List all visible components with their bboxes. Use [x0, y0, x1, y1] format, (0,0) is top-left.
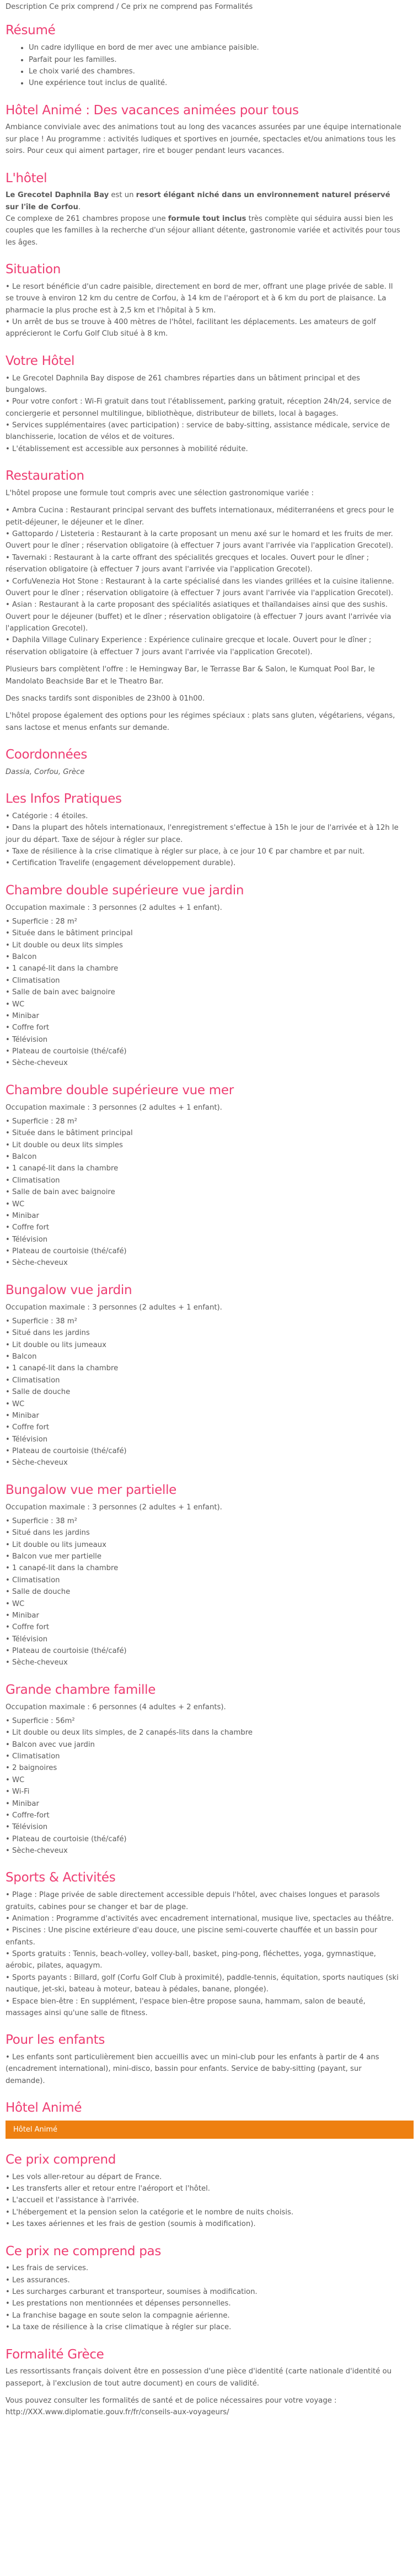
- room-feature: • Télévision: [6, 1435, 48, 1444]
- list-item-text: Les enfants sont particulièrement bien accueillis avec un mini-club pour les enfants à partir de 4 ans (encadrement international), mini-disco, bassin pour enfants. Service de baby-sitting (payant, sur demande).: [6, 2053, 379, 2085]
- feature-text: Télévision: [12, 1235, 48, 1244]
- feature-text: Balcon avec vue jardin: [12, 1740, 95, 1749]
- room-feature: • Climatisation: [6, 1752, 60, 1761]
- room-feature: • Coffre fort: [6, 1623, 50, 1632]
- room-feature: • Situé dans les jardins: [6, 1329, 90, 1338]
- room-feature: • Superficie : 28 m²: [6, 917, 77, 926]
- list-item: • Piscines : Une piscine extérieure d'eau douce, une piscine semi-couverte chauffée et un bassin pour enfants.: [6, 1926, 378, 1947]
- room-feature-list: [6, 1715, 401, 1857]
- feature-text: Coffre-fort: [12, 1811, 50, 1820]
- feature-text: Salle de bain avec baignoire: [12, 1188, 115, 1197]
- feature-text: Télévision: [12, 1635, 48, 1644]
- list-item: • Plage : Plage privée de sable directement accessible depuis l'hôtel, avec chaises longues et parasols gratuits, cabines pour se changer et bar de plage.: [6, 1891, 380, 1911]
- list-item: • La taxe de résilience à la crise climatique à régler sur place.: [6, 2323, 232, 2332]
- list-item: • L'hébergement et la pension selon la catégorie et le nombre de nuits choisis.: [6, 2208, 294, 2217]
- room-feature: • Balcon: [6, 1153, 37, 1161]
- room-feature: • Salle de bain avec baignoire: [6, 1188, 115, 1197]
- list-item: • Les transferts aller et retour entre l'aéroport et l'hôtel.: [6, 2185, 210, 2193]
- feature-text: Salle de douche: [12, 1388, 71, 1397]
- list-item: • Un cadre idyllique en bord de mer avec une ambiance paisible.: [29, 42, 401, 54]
- list-item: • Asian : Restaurant à la carte proposant des spécialités asiatiques et thaïlandaises ainsi que des sushis. Ouvert pour le déjeuner (buffet) et le dîner ; réservation obligatoire (à effectuer 7 jours avant l'arrivée via l'application Grecotel).: [6, 601, 392, 633]
- list-item-text: Daphila Village Culinary Experience : Expérience culinaire grecque et locale. Ouvert pour le dîner ; réservation obligatoire (à effectuer 7 jours avant l'arrivée via l'application Grecotel).: [6, 636, 372, 656]
- list-item: • Services supplémentaires (avec participation) : service de baby-sitting, assistance médicale, service de blanchisserie, location de vélos et de voitures.: [6, 421, 390, 442]
- ne-comprend-title: Ce prix ne comprend pas: [6, 2244, 162, 2259]
- list-item-text: Sports payants : Billard, golf (Corfu Golf Club à proximité), paddle-tennis, équitation, sports nautiques (ski nautique, jet-ski, bateau à moteur, bateau à pédales, banane, plongée).: [6, 1973, 399, 1994]
- list-item-text: La taxe de résilience à la crise climatique à régler sur place.: [12, 2323, 232, 2332]
- room-feature: • 1 canapé-lit dans la chambre: [6, 1364, 119, 1373]
- list-item: • Le Grecotel Daphnila Bay dispose de 261 chambres réparties dans un bâtiment principal et des bungalows.: [6, 374, 360, 394]
- hotel-anime-badge: Hôtel Animé: [6, 2121, 414, 2139]
- sports-title: Sports & Activités: [6, 1870, 116, 1885]
- comprend-list: [6, 2171, 401, 2230]
- feature-text: Plateau de courtoisie (thé/café): [12, 1835, 127, 1843]
- resume-title: Résumé: [6, 23, 56, 38]
- room-feature: • Située dans le bâtiment principal: [6, 1129, 133, 1138]
- room-title: Bungalow vue jardin: [6, 1282, 132, 1297]
- room-feature: • Lit double ou deux lits simples, de 2 canapés-lits dans la chambre: [6, 1729, 253, 1737]
- list-item: • Gattopardo / Listeteria : Restaurant à la carte proposant un menu axé sur le homard et les fruits de mer. Ouvert pour le dîner ; réservation obligatoire (à effectuer 7 jours avant l'arrivée via l'application Grecotel).: [6, 530, 394, 550]
- room-feature: • Salle de douche: [6, 1588, 71, 1597]
- resume-list: [6, 42, 401, 89]
- list-item-text: Gattopardo / Listeteria : Restaurant à la carte proposant un menu axé sur le homard et les fruits de mer. Ouvert pour le dîner ; réservation obligatoire (à effectuer 7 jours avant l'arrivée via l'application Grecotel).: [6, 530, 394, 550]
- room-title: Chambre double supérieure vue mer: [6, 1083, 234, 1098]
- room-feature: • Salle de douche: [6, 1388, 71, 1397]
- feature-text: Salle de douche: [12, 1588, 71, 1597]
- list-item: • Daphila Village Culinary Experience : Expérience culinaire grecque et locale. Ouvert pour le dîner ; réservation obligatoire (à effectuer 7 jours avant l'arrivée via l'application Grecotel).: [6, 636, 372, 656]
- room-feature-list: [6, 916, 401, 1069]
- room-feature-list: [6, 1316, 401, 1469]
- feature-text: Superficie : 28 m²: [12, 917, 77, 926]
- feature-text: 1 canapé-lit dans la chambre: [12, 964, 119, 973]
- room-feature: • Plateau de courtoisie (thé/café): [6, 1047, 127, 1056]
- feature-text: Plateau de courtoisie (thé/café): [12, 1647, 127, 1655]
- room-feature: • Coffre-fort: [6, 1811, 50, 1820]
- feature-text: Minibar: [12, 1211, 39, 1220]
- room-feature: • Climatisation: [6, 976, 60, 985]
- feature-text: Lit double ou deux lits simples: [12, 1141, 123, 1149]
- text-fragment: .: [78, 203, 81, 211]
- room-feature: • Minibar: [6, 1011, 39, 1020]
- feature-text: Climatisation: [12, 1576, 60, 1584]
- list-item-text: Asian : Restaurant à la carte proposant des spécialités asiatiques et thaïlandaises ainsi que des sushis. Ouvert pour le déjeuner (buffet) et le dîner ; réservation obligatoire (à effectuer 7 jours avant l'arrivée via l'application Grecotel).: [6, 601, 392, 633]
- room-feature: • Climatisation: [6, 1376, 60, 1385]
- list-item: • Les vols aller-retour au départ de France.: [6, 2172, 162, 2181]
- list-item: • Dans la plupart des hôtels internationaux, l'enregistrement s'effectue à 15h le jour de l'arrivée et à 12h le jour du départ. Taxe de séjour à régler sur place.: [6, 824, 399, 844]
- list-item: • Espace bien-être : En supplément, l'espace bien-être propose sauna, hammam, salon de beauté, massages ainsi qu'une salle de fitness.: [6, 1997, 366, 2017]
- feature-text: Salle de bain avec baignoire: [12, 988, 115, 997]
- list-item-text: Certification Travelife (engagement développement durable).: [12, 859, 236, 868]
- list-item: • Certification Travelife (engagement développement durable).: [6, 859, 236, 868]
- room-occupancy: Occupation maximale : 3 personnes (2 adultes + 1 enfant).: [6, 1103, 222, 1112]
- list-item-text: Les vols aller-retour au départ de France.: [12, 2172, 162, 2181]
- list-item-text: Dans la plupart des hôtels internationaux, l'enregistrement s'effectue à 15h le jour de l'arrivée et à 12h le jour du départ. Taxe de séjour à régler sur place.: [6, 824, 399, 844]
- feature-text: Plateau de courtoisie (thé/café): [12, 1247, 127, 1255]
- feature-text: Superficie : 38 m²: [12, 1317, 77, 1326]
- room-feature-list: [6, 1515, 401, 1669]
- room-occupancy: Occupation maximale : 6 personnes (4 adultes + 2 enfants).: [6, 1703, 226, 1711]
- room-feature: • Sèche-cheveux: [6, 1847, 68, 1855]
- list-item: • Les prestations non mentionnées et dépenses personnelles.: [6, 2299, 231, 2308]
- feature-text: WC: [12, 1400, 25, 1408]
- room-feature: • Télévision: [6, 1235, 48, 1244]
- room-feature: • Plateau de courtoisie (thé/café): [6, 1835, 127, 1843]
- room-title: Grande chambre famille: [6, 1682, 156, 1697]
- list-item-text: Pour votre confort : Wi-Fi gratuit dans tout l'établissement, parking gratuit, réception 24h/24, service de conciergerie et personnel multilingue, bibliothèque, distributeur de billets, local à bagages.: [6, 397, 392, 418]
- room-feature: • Minibar: [6, 1411, 39, 1420]
- feature-text: Balcon vue mer partielle: [12, 1552, 101, 1561]
- hotel-description: [6, 213, 401, 248]
- feature-text: Télévision: [12, 1823, 48, 1832]
- list-item: • Taxe de résilience à la crise climatique à régler sur place, à ce jour 10 € par chambre et par nuit.: [6, 847, 365, 856]
- restauration-list: [6, 505, 401, 658]
- list-item: • Ambra Cucina : Restaurant principal servant des buffets internationaux, méditerranéens et grecs pour le petit-déjeuner, le déjeuner et le dîner.: [6, 506, 394, 527]
- room-feature: • Balcon: [6, 1353, 37, 1361]
- room-feature: • Lit double ou lits jumeaux: [6, 1340, 106, 1349]
- votre-hotel-list: [6, 373, 401, 455]
- room-feature: • Sèche-cheveux: [6, 1459, 68, 1467]
- room-section: [6, 1682, 401, 1857]
- room-feature: • Balcon: [6, 953, 37, 961]
- room-feature: • Minibar: [6, 1611, 39, 1620]
- list-item: • Les frais de services.: [6, 2264, 89, 2273]
- room-feature: • Plateau de courtoisie (thé/café): [6, 1447, 127, 1455]
- room-feature: • Situé dans les jardins: [6, 1529, 90, 1538]
- list-item: • Sports gratuits : Tennis, beach-volley, volley-ball, basket, ping-pong, fléchettes, yoga, gymnastique, aérobic, pilates, aquagym.: [6, 1950, 376, 1970]
- list-item: • Catégorie : 4 étoiles.: [6, 812, 88, 820]
- list-item: • Les surcharges carburant et transporteur, soumises à modification.: [6, 2288, 258, 2297]
- list-item-text: L'hébergement et la pension selon la catégorie et le nombre de nuits choisis.: [12, 2208, 294, 2217]
- feature-text: Située dans le bâtiment principal: [12, 1129, 133, 1138]
- list-item: • Pour votre confort : Wi-Fi gratuit dans tout l'établissement, parking gratuit, réception 24h/24, service de conciergerie et personnel multilingue, bibliothèque, distributeur de billets, local à bagages.: [6, 397, 392, 418]
- room-feature: • Sèche-cheveux: [6, 1059, 68, 1068]
- feature-text: Balcon: [12, 1153, 37, 1161]
- room-occupancy: Occupation maximale : 3 personnes (2 adultes + 1 enfant).: [6, 903, 222, 912]
- feature-text: WC: [12, 1000, 25, 1009]
- list-item-text: Un arrêt de bus se trouve à 400 mètres de l'hôtel, facilitant les déplacements. Les amateurs de golf apprécieront le Corfu Golf Club situé à 8 km.: [6, 318, 376, 338]
- feature-text: Télévision: [12, 1435, 48, 1444]
- restauration-intro: L'hôtel propose une formule tout compris avec une sélection gastronomique variée :: [6, 489, 314, 497]
- room-feature: • Superficie : 28 m²: [6, 1117, 77, 1126]
- room-feature: • Superficie : 56m²: [6, 1716, 75, 1725]
- list-item-text: Plage : Plage privée de sable directement accessible depuis l'hôtel, avec chaises longues et parasols gratuits, cabines pour se changer et bar de plage.: [6, 1891, 380, 1911]
- room-section: [6, 1083, 401, 1269]
- hotel-title: L'hôtel: [6, 171, 47, 185]
- room-feature: • Balcon vue mer partielle: [6, 1552, 101, 1561]
- feature-text: WC: [12, 1200, 25, 1209]
- feature-text: Lit double ou deux lits simples: [12, 941, 123, 950]
- list-item-text: Les assurances.: [12, 2276, 70, 2285]
- room-feature: • Minibar: [6, 1799, 39, 1808]
- feature-text: Climatisation: [12, 1376, 60, 1385]
- infos-list: [6, 810, 401, 870]
- feature-text: Climatisation: [12, 1752, 60, 1761]
- room-feature: • Lit double ou deux lits simples: [6, 1141, 123, 1149]
- list-item: • Une expérience tout inclus de qualité.: [29, 77, 401, 89]
- formula-highlight: formule tout inclus: [168, 215, 246, 223]
- hotel-name: Le Grecotel Daphnila Bay: [6, 191, 109, 200]
- feature-text: WC: [12, 1599, 25, 1608]
- room-feature: • Coffre fort: [6, 1423, 50, 1432]
- formalite-link-text: Vous pouvez consulter les formalités de santé et de police nécessaires pour votre voyage : http://XXX.www.diplomatie.gouv.fr/fr/conseils-aux-voyageurs/: [6, 2397, 337, 2417]
- feature-text: Situé dans les jardins: [12, 1529, 90, 1538]
- coordonnees-text: Dassia, Corfou, Grèce: [6, 767, 85, 776]
- room-feature: • Wi-Fi: [6, 1788, 30, 1796]
- room-feature: • Située dans le bâtiment principal: [6, 929, 133, 938]
- list-item-text: Les frais de services.: [12, 2264, 89, 2273]
- feature-text: Climatisation: [12, 1176, 60, 1185]
- list-item-text: Ambra Cucina : Restaurant principal servant des buffets internationaux, méditerranéens et grecs pour le petit-déjeuner, le déjeuner et le dîner.: [6, 506, 394, 527]
- hotel-anime-section-title: Hôtel Animé: [6, 2101, 82, 2116]
- feature-text: Minibar: [12, 1411, 39, 1420]
- feature-text: Wi-Fi: [12, 1788, 30, 1796]
- feature-text: Minibar: [12, 1799, 39, 1808]
- feature-text: 2 baignoires: [12, 1764, 57, 1773]
- comprend-title: Ce prix comprend: [6, 2152, 116, 2167]
- feature-text: Minibar: [12, 1011, 39, 1020]
- room-title: Bungalow vue mer partielle: [6, 1482, 177, 1497]
- list-item: • Parfait pour les familles.: [29, 54, 401, 66]
- room-feature: • Télévision: [6, 1035, 48, 1044]
- room-feature: • Climatisation: [6, 1576, 60, 1584]
- text-fragment: Ce complexe de 261 chambres propose une: [6, 215, 168, 223]
- sports-list: [6, 1889, 401, 2019]
- room-section: [6, 1482, 401, 1669]
- feature-text: Coffre fort: [12, 1024, 50, 1032]
- feature-text: Coffre fort: [12, 1623, 50, 1632]
- room-feature: • WC: [6, 1775, 25, 1784]
- room-feature: • Climatisation: [6, 1176, 60, 1185]
- feature-text: Lit double ou lits jumeaux: [12, 1340, 106, 1349]
- list-item-text: Les transferts aller et retour entre l'aéroport et l'hôtel.: [12, 2185, 210, 2193]
- room-section: [6, 1282, 401, 1469]
- votre-hotel-title: Votre Hôtel: [6, 353, 75, 368]
- feature-text: Sèche-cheveux: [12, 1658, 68, 1667]
- feature-text: 1 canapé-lit dans la chambre: [12, 1164, 119, 1173]
- list-item-text: L'établissement est accessible aux personnes à mobilité réduite.: [12, 444, 248, 453]
- restauration-title: Restauration: [6, 469, 84, 484]
- infos-title: Les Infos Pratiques: [6, 792, 122, 807]
- feature-text: Plateau de courtoisie (thé/café): [12, 1047, 127, 1056]
- list-item-text: Les surcharges carburant et transporteur, soumises à modification.: [12, 2288, 258, 2297]
- hotel-highlight: resort élégant niché dans un environnement naturel préservé sur l'île de Corfou: [6, 191, 390, 211]
- room-feature: • Sèche-cheveux: [6, 1658, 68, 1667]
- room-feature: • 1 canapé-lit dans la chambre: [6, 964, 119, 973]
- list-item: • Le choix varié des chambres.: [29, 66, 401, 77]
- feature-text: 1 canapé-lit dans la chambre: [12, 1564, 119, 1573]
- feature-text: Minibar: [12, 1611, 39, 1620]
- enfants-title: Pour les enfants: [6, 2033, 105, 2048]
- room-feature: • Balcon avec vue jardin: [6, 1740, 95, 1749]
- list-item-text: Les prestations non mentionnées et dépenses personnelles.: [12, 2299, 231, 2308]
- list-item: • Les assurances.: [6, 2276, 70, 2285]
- list-item: • Les enfants sont particulièrement bien accueillis avec un mini-club pour les enfants à partir de 4 ans (encadrement international), mini-disco, bassin pour enfants. Service de baby-sitting (payant, sur demande).: [6, 2053, 379, 2085]
- feature-text: Balcon: [12, 953, 37, 961]
- coordonnees-title: Coordonnées: [6, 748, 88, 762]
- list-item-text: Catégorie : 4 étoiles.: [12, 812, 88, 820]
- list-item-text: Tavernaki : Restaurant à la carte offrant des spécialités grecques et locales. Ouvert pour le dîner ; réservation obligatoire (à effectuer 7 jours avant l'arrivée via l'application Grecotel).: [6, 553, 369, 574]
- hotel-intro: [6, 189, 401, 213]
- text-fragment: très complète qui séduira aussi bien les couples que les familles à la recherche d'un séjour alliant détente, gastronomie variée et activités pour tous les âges.: [6, 215, 400, 247]
- room-feature-list: [6, 1116, 401, 1269]
- list-item-text: L'accueil et l'assistance à l'arrivée.: [12, 2196, 139, 2205]
- list-item-text: Taxe de résilience à la crise climatique à régler sur place, à ce jour 10 € par chambre et par nuit.: [12, 847, 365, 856]
- list-item: • La franchise bagage en soute selon la compagnie aérienne.: [6, 2311, 230, 2320]
- room-feature: • Plateau de courtoisie (thé/café): [6, 1247, 127, 1255]
- room-feature: • Télévision: [6, 1635, 48, 1644]
- room-feature: • Superficie : 38 m²: [6, 1517, 77, 1525]
- formalite-title: Formalité Grèce: [6, 2347, 104, 2362]
- feature-text: Superficie : 38 m²: [12, 1517, 77, 1525]
- restauration-bars: Plusieurs bars complètent l'offre : le Hemingway Bar, le Terrasse Bar & Salon, le Kumquat Pool Bar, le Mandolato Beachside Bar et le Theatro Bar.: [6, 665, 375, 686]
- feature-text: WC: [12, 1775, 25, 1784]
- feature-text: Superficie : 56m²: [12, 1716, 75, 1725]
- list-item: • Les taxes aériennes et les frais de gestion (soumis à modification).: [6, 2220, 256, 2229]
- feature-text: Télévision: [12, 1035, 48, 1044]
- room-feature: • Coffre fort: [6, 1223, 50, 1232]
- feature-text: Lit double ou lits jumeaux: [12, 1540, 106, 1549]
- list-item-text: Piscines : Une piscine extérieure d'eau douce, une piscine semi-couverte chauffée et un bassin pour enfants.: [6, 1926, 378, 1947]
- room-feature: • WC: [6, 1000, 25, 1009]
- room-feature: • Coffre fort: [6, 1024, 50, 1032]
- situation-list: [6, 281, 401, 340]
- list-item-text: Sports gratuits : Tennis, beach-volley, volley-ball, basket, ping-pong, fléchettes, yoga, gymnastique, aérobic, pilates, aquagym.: [6, 1950, 376, 1970]
- hotel-anime-text: Ambiance conviviale avec des animations tout au long des vacances assurées par une équipe internationale sur place ! Au programme : activités ludiques et sportives en journée, spectacles et/ou animations tous les soirs. Pour ceux qui aiment partager, rire et bouger pendant leurs vacances.: [6, 123, 401, 156]
- room-occupancy: Occupation maximale : 3 personnes (2 adultes + 1 enfant).: [6, 1503, 222, 1512]
- restauration-diets: L'hôtel propose également des options pour les régimes spéciaux : plats sans gluten, végétariens, végans, sans lactose et menus enfants sur demande.: [6, 712, 395, 732]
- list-item: • Animation : Programme d'activités avec encadrement international, musique live, spectacles au théâtre.: [6, 1914, 394, 1923]
- room-feature: • Plateau de courtoisie (thé/café): [6, 1647, 127, 1655]
- list-item: • L'accueil et l'assistance à l'arrivée.: [6, 2196, 139, 2205]
- ne-comprend-list: [6, 2262, 401, 2333]
- room-feature: • Minibar: [6, 1211, 39, 1220]
- feature-text: Coffre fort: [12, 1223, 50, 1232]
- list-item: • L'établissement est accessible aux personnes à mobilité réduite.: [6, 444, 248, 453]
- feature-text: 1 canapé-lit dans la chambre: [12, 1364, 119, 1373]
- list-item-text: Espace bien-être : En supplément, l'espace bien-être propose sauna, hammam, salon de beauté, massages ainsi qu'une salle de fitness.: [6, 1997, 366, 2017]
- list-item: • Sports payants : Billard, golf (Corfu Golf Club à proximité), paddle-tennis, équitation, sports nautiques (ski nautique, jet-ski, bateau à moteur, bateau à pédales, banane, plongée).: [6, 1973, 399, 1994]
- list-item-text: Le resort bénéficie d'un cadre paisible, directement en bord de mer, offrant une plage privée de sable. Il se trouve à environ 12 km du centre de Corfou, à 14 km de l'aéroport et à 6 km du port de plaisance. La pharmacie la plus proche est à 2,5 km et l'hôpital à 5 km.: [6, 282, 393, 315]
- list-item: • Tavernaki : Restaurant à la carte offrant des spécialités grecques et locales. Ouvert pour le dîner ; réservation obligatoire (à effectuer 7 jours avant l'arrivée via l'application Grecotel).: [6, 553, 369, 574]
- room-feature: • 1 canapé-lit dans la chambre: [6, 1164, 119, 1173]
- room-feature: • 2 baignoires: [6, 1764, 57, 1773]
- feature-text: Situé dans les jardins: [12, 1329, 90, 1338]
- room-feature: • Salle de bain avec baignoire: [6, 988, 115, 997]
- room-feature: • WC: [6, 1200, 25, 1209]
- feature-text: Superficie : 28 m²: [12, 1117, 77, 1126]
- room-feature: • WC: [6, 1400, 25, 1408]
- list-item-text: Le Grecotel Daphnila Bay dispose de 261 chambres réparties dans un bâtiment principal et des bungalows.: [6, 374, 360, 394]
- feature-text: Sèche-cheveux: [12, 1059, 68, 1068]
- room-feature: • Lit double ou lits jumeaux: [6, 1540, 106, 1549]
- room-occupancy: Occupation maximale : 3 personnes (2 adultes + 1 enfant).: [6, 1303, 222, 1312]
- feature-text: Sèche-cheveux: [12, 1459, 68, 1467]
- room-feature: • Télévision: [6, 1823, 48, 1832]
- list-item-text: CorfuVenezia Hot Stone : Restaurant à la carte spécialisé dans les viandes grillées et la cuisine italienne. Ouvert pour le dîner ; réservation obligatoire (à effectuer 7 jours avant l'arrivée via l'application Grecotel).: [6, 577, 394, 597]
- feature-text: Coffre fort: [12, 1423, 50, 1432]
- hotel-anime-title: Hôtel Animé : Des vacances animées pour tous: [6, 103, 299, 118]
- list-item-text: Animation : Programme d'activités avec encadrement international, musique live, spectacles au théâtre.: [12, 1914, 394, 1923]
- room-feature: • Lit double ou deux lits simples: [6, 941, 123, 950]
- list-item-text: La franchise bagage en soute selon la compagnie aérienne.: [12, 2311, 230, 2320]
- feature-text: Située dans le bâtiment principal: [12, 929, 133, 938]
- feature-text: Sèche-cheveux: [12, 1847, 68, 1855]
- list-item: • Un arrêt de bus se trouve à 400 mètres de l'hôtel, facilitant les déplacements. Les amateurs de golf apprécieront le Corfu Golf Club situé à 8 km.: [6, 318, 376, 338]
- room-feature: • Sèche-cheveux: [6, 1259, 68, 1268]
- room-section: [6, 883, 401, 1069]
- room-feature: • 1 canapé-lit dans la chambre: [6, 1564, 119, 1573]
- feature-text: Plateau de courtoisie (thé/café): [12, 1447, 127, 1455]
- situation-title: Situation: [6, 262, 61, 277]
- feature-text: Climatisation: [12, 976, 60, 985]
- feature-text: Balcon: [12, 1353, 37, 1361]
- feature-text: Sèche-cheveux: [12, 1259, 68, 1268]
- list-item: • CorfuVenezia Hot Stone : Restaurant à la carte spécialisé dans les viandes grillées et la cuisine italienne. Ouvert pour le dîner ; réservation obligatoire (à effectuer 7 jours avant l'arrivée via l'application Grecotel).: [6, 577, 394, 597]
- room-feature: • WC: [6, 1599, 25, 1608]
- text-fragment: est un: [109, 191, 136, 200]
- top-navigation-line: Description Ce prix comprend / Ce prix ne comprend pas Formalités: [6, 3, 253, 11]
- list-item: • Le resort bénéficie d'un cadre paisible, directement en bord de mer, offrant une plage privée de sable. Il se trouve à environ 12 km du centre de Corfou, à 14 km de l'aéroport et à 6 km du port de plaisance. La pharmacie la plus proche est à 2,5 km et l'hôpital à 5 km.: [6, 282, 393, 315]
- formalite-text: Les ressortissants français doivent être en possession d'une pièce d'identité (carte nationale d'identité ou passeport, à l'exclusion de tout autre document) en cours de validité.: [6, 2367, 392, 2388]
- list-item-text: Services supplémentaires (avec participation) : service de baby-sitting, assistance médicale, service de blanchisserie, location de vélos et de voitures.: [6, 421, 390, 442]
- room-title: Chambre double supérieure vue jardin: [6, 883, 244, 898]
- room-feature: • Superficie : 38 m²: [6, 1317, 77, 1326]
- restauration-snacks: Des snacks tardifs sont disponibles de 23h00 à 01h00.: [6, 694, 205, 703]
- enfants-list: [6, 2052, 401, 2087]
- list-item-text: Les taxes aériennes et les frais de gestion (soumis à modification).: [12, 2220, 256, 2229]
- feature-text: Lit double ou deux lits simples, de 2 canapés-lits dans la chambre: [12, 1729, 253, 1737]
